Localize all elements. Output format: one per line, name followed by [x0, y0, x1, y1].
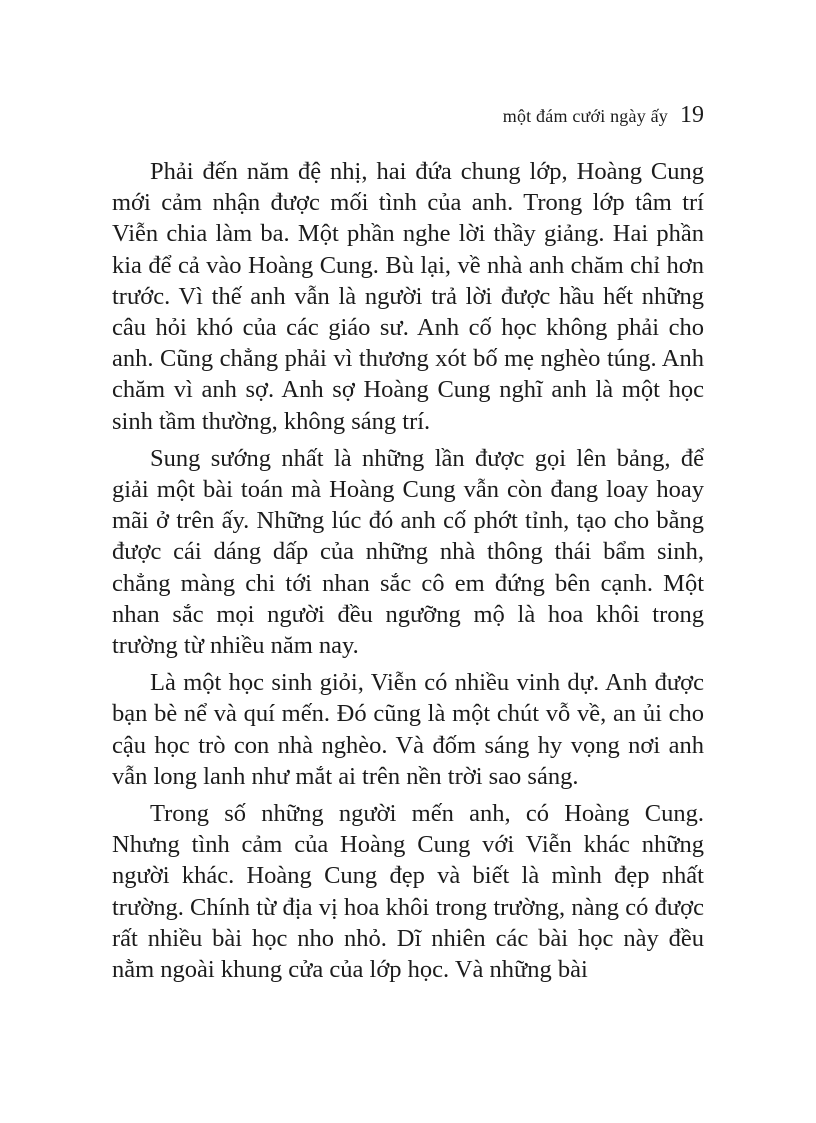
running-header-title: một đám cưới ngày ấy [502, 106, 668, 126]
paragraph-2: Sung sướng nhất là những lần được gọi lên bảng, để giải một bài toán mà Hoàng Cung vẫn còn đang loay hoay mãi ở trên ấy. Những lúc đó anh cố phớt tỉnh, tạo cho bằng được cái dáng dấp của những nhà thông thái bẩm sinh, chẳng màng chi tới nhan sắc cô em đứng bên cạnh. Một nhan sắc mọi người đều ngưỡng mộ là hoa khôi trong trường từ nhiều năm nay. [112, 444, 704, 660]
paragraph-4: Trong số những người mến anh, có Hoàng Cung. Nhưng tình cảm của Hoàng Cung với Viễn khác những người khác. Hoàng Cung đẹp và biết là mình đẹp nhất trường. Chính từ địa vị hoa khôi trong trường, nàng có được rất nhiều bài học nho nhỏ. Dĩ nhiên các bài học này đều nằm ngoài khung cửa của lớp học. Và những bài [112, 800, 704, 984]
paragraph-3: Là một học sinh giỏi, Viễn có nhiều vinh dự. Anh được bạn bè nể và quí mến. Đó cũng là một chút vỗ về, an ủi cho cậu học trò con nhà nghèo. Và đốm sáng hy vọng nơi anh vẫn long lanh như mắt ai trên nền trời sao sáng. [112, 669, 704, 790]
paragraph-1: Phải đến năm đệ nhị, hai đứa chung lớp, Hoàng Cung mới cảm nhận được mối tình của anh. Trong lớp tâm trí Viễn chia làm ba. Một phần nghe lời thầy giảng. Hai phần kia để cả vào Hoàng Cung. Bù lại, về nhà anh chăm chỉ hơn trước. Vì thế anh vẫn là người trả lời được hầu hết những câu hỏi khó của các giáo sư. Anh cố học không phải cho anh. Cũng chẳng phải vì thương xót bố mẹ nghèo túng. Anh chăm vì anh sợ. Anh sợ Hoàng Cung nghĩ anh là một học sinh tầm thường, không sáng trí. [112, 158, 704, 435]
body-text [112, 156, 704, 991]
running-header [503, 102, 704, 129]
page-number: 19 [680, 102, 704, 128]
